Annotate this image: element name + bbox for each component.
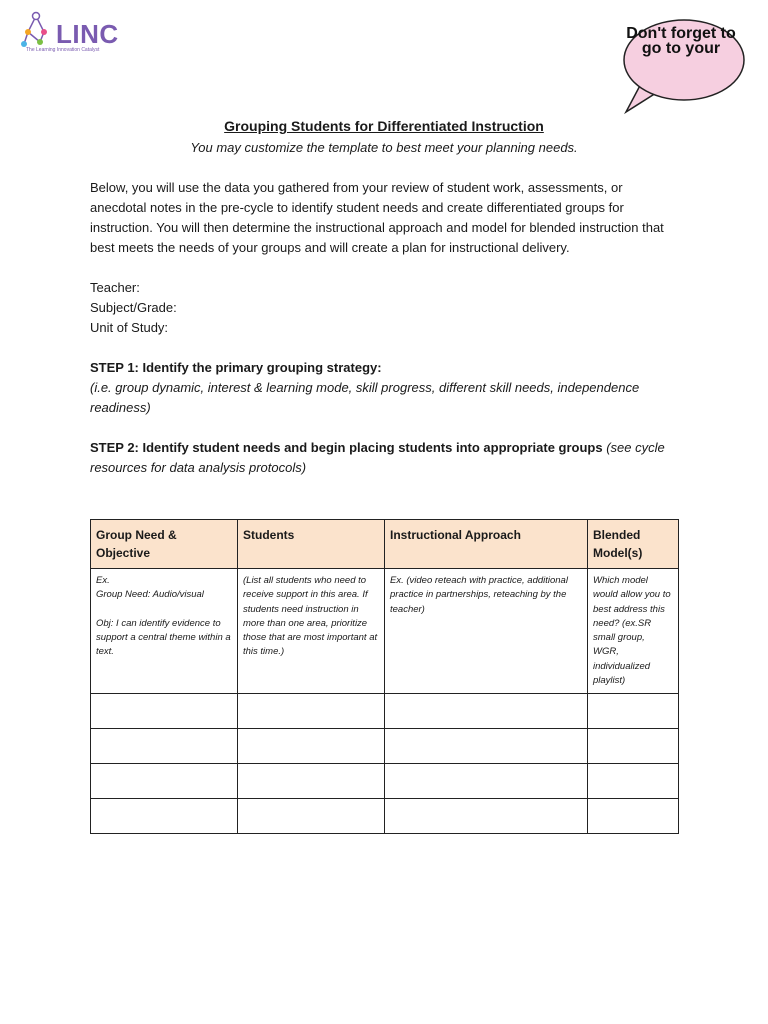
table-row <box>91 764 679 799</box>
table-cell[interactable] <box>91 694 238 729</box>
logo-text: LINC <box>56 19 119 49</box>
step-2 <box>90 438 680 478</box>
example-approach-cell[interactable]: Ex. (video reteach with practice, additional practice in partnerships, reteaching by the teacher) <box>385 569 588 694</box>
table-cell[interactable] <box>588 799 679 834</box>
linc-logo <box>18 10 128 58</box>
step-2-label: STEP 2: Identify student needs and begin placing students into appropriate groups <box>90 440 603 455</box>
table-row <box>91 729 679 764</box>
step-1-note: (i.e. group dynamic, interest & learning mode, skill progress, different skill needs, independence readiness) <box>90 380 640 415</box>
table-cell[interactable] <box>385 694 588 729</box>
page-title: Grouping Students for Differentiated Instruction <box>224 118 544 134</box>
unit-of-study-field: Unit of Study: <box>90 320 169 335</box>
teacher-fields <box>90 278 680 338</box>
header-students: Students <box>238 520 385 569</box>
step-1 <box>90 358 680 418</box>
table-cell[interactable] <box>588 694 679 729</box>
table-cell[interactable] <box>238 694 385 729</box>
table-row <box>91 799 679 834</box>
table-cell[interactable] <box>385 764 588 799</box>
example-students-cell[interactable]: (List all students who need to receive support in this area. If students need instruction in more than one area, prioritize those that are most important at this time.) <box>238 569 385 694</box>
teacher-field: Teacher: <box>90 280 140 295</box>
page-subtitle: You may customize the template to best meet your planning needs. <box>190 140 578 155</box>
table-header-row <box>91 520 679 569</box>
callout-text: Don't forget to go to your <box>626 26 736 57</box>
header-blended-models: Blended Model(s) <box>588 520 679 569</box>
example-ex-label: Ex. <box>96 575 110 586</box>
table-cell[interactable] <box>238 799 385 834</box>
header-instructional-approach: Instructional Approach <box>385 520 588 569</box>
intro-paragraph: Below, you will use the data you gathered from your review of student work, assessments, or anecdotal notes in the pre-cycle to identify student needs and create differentiated groups for instruction. You will then determine the instructional approach and model for blended instruction that best meets the needs of your groups and will create a plan for instructional delivery. <box>90 180 664 255</box>
table-cell[interactable] <box>238 729 385 764</box>
table-cell[interactable] <box>91 764 238 799</box>
logo-tagline: The Learning Innovation Catalyst <box>26 47 100 53</box>
table-row <box>91 694 679 729</box>
example-model-cell[interactable]: Which model would allow you to best address this need? (ex.SR small group, WGR, individualized playlist) <box>588 569 679 694</box>
table-cell[interactable] <box>385 729 588 764</box>
table-cell[interactable] <box>385 799 588 834</box>
example-objective: Obj: I can identify evidence to support a central theme within a text. <box>96 617 231 658</box>
example-group-need-cell[interactable] <box>91 569 238 694</box>
header-group-need: Group Need & Objective <box>91 520 238 569</box>
table-cell[interactable] <box>588 764 679 799</box>
step-2-note: (see cycle resources for data analysis protocols) <box>90 440 665 475</box>
table-row-example <box>91 569 679 694</box>
table-cell[interactable] <box>238 764 385 799</box>
step-1-label: STEP 1: Identify the primary grouping strategy: <box>90 360 382 375</box>
example-group-need: Group Need: Audio/visual <box>96 589 204 601</box>
table-cell[interactable] <box>588 729 679 764</box>
subject-grade-field: Subject/Grade: <box>90 300 177 315</box>
table-cell[interactable] <box>91 729 238 764</box>
grouping-table <box>90 519 679 834</box>
table-cell[interactable] <box>91 799 238 834</box>
